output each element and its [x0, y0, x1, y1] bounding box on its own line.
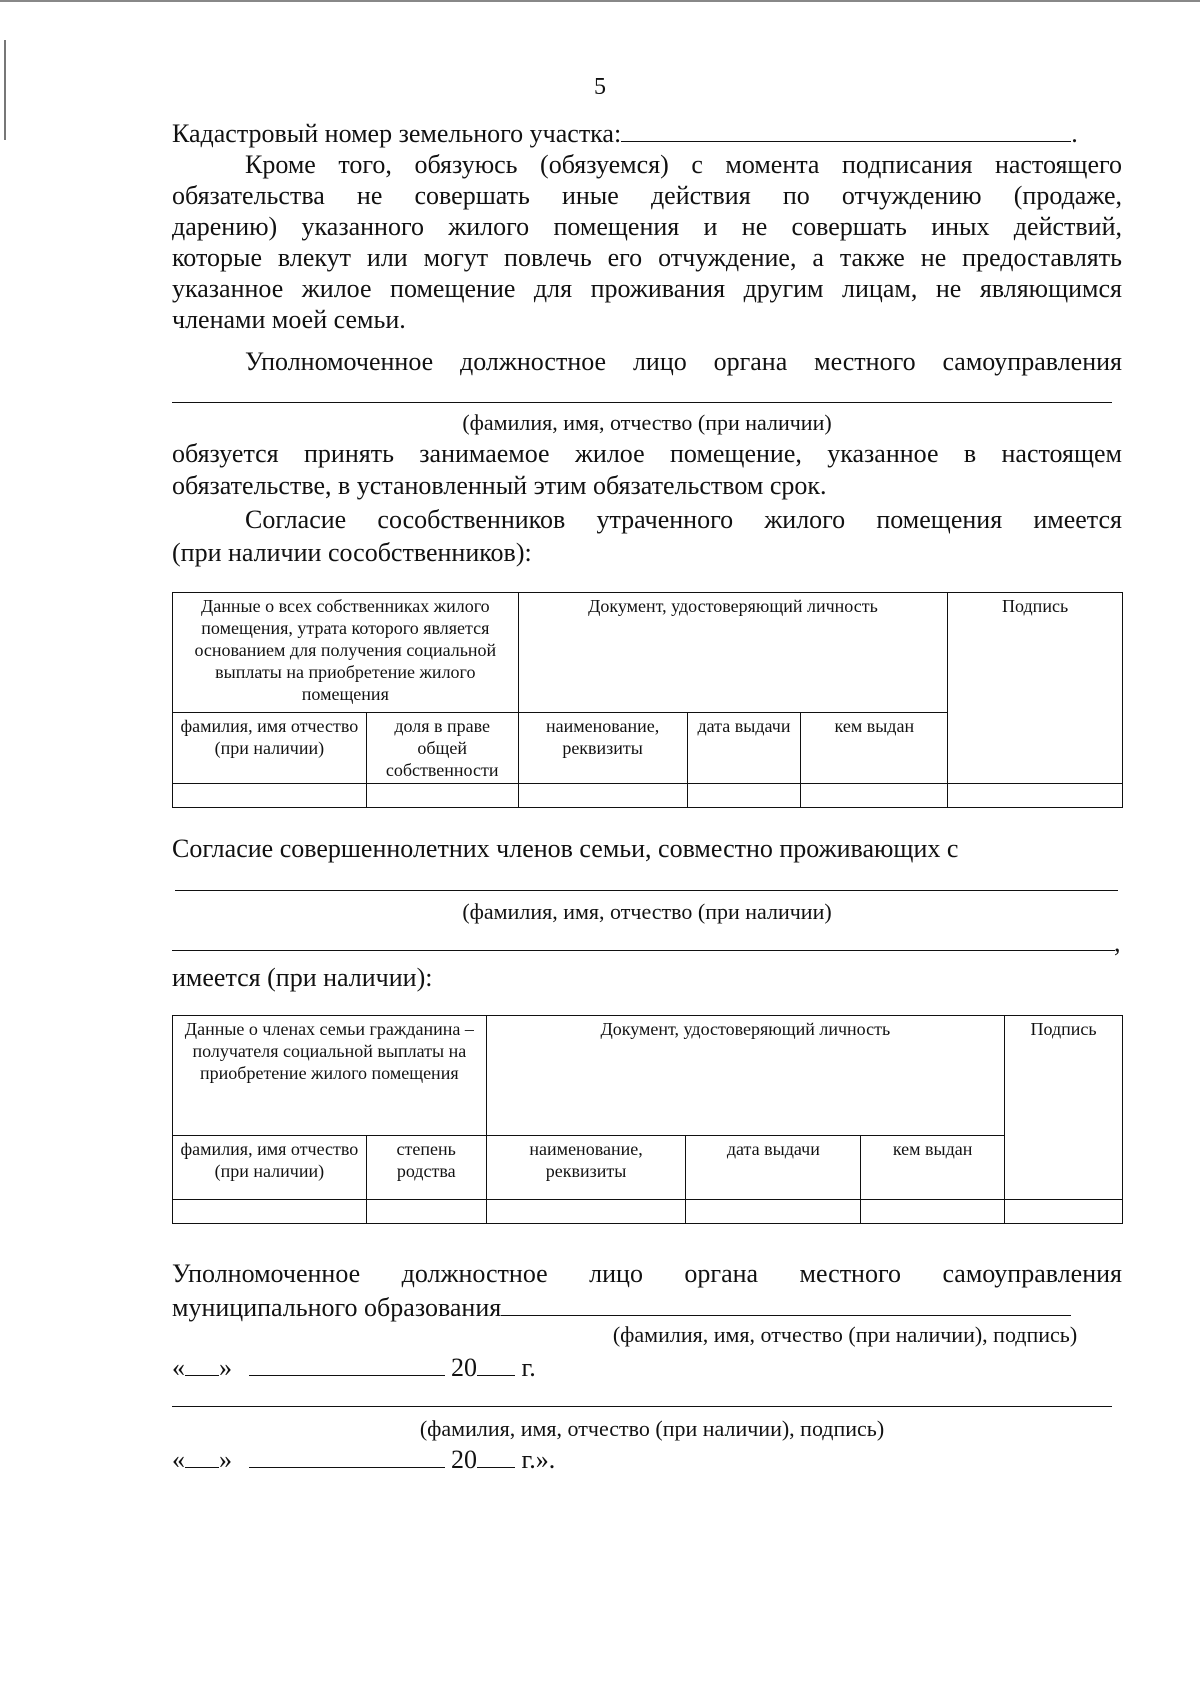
table-row — [173, 784, 1123, 808]
month-blank[interactable] — [249, 1355, 445, 1376]
cadastral-line — [172, 118, 1122, 149]
empty-cell[interactable] — [518, 784, 687, 808]
official-line-1: Уполномоченное должностное лицо органа местного самоуправления — [172, 1259, 1122, 1288]
month-blank[interactable] — [249, 1447, 445, 1468]
co-owners-table — [172, 592, 1123, 808]
quote-close: » — [219, 1353, 232, 1382]
year-blank[interactable] — [477, 1447, 515, 1468]
col-issue-date: дата выдачи — [687, 713, 801, 784]
day-blank[interactable] — [185, 1447, 219, 1468]
doc-header: Документ, удостоверяющий личность — [518, 593, 948, 713]
col-issuer-2: кем выдан — [861, 1136, 1005, 1200]
date-line-1 — [172, 1352, 1122, 1383]
col-fio: фамилия, имя отчество (при наличии) — [173, 713, 367, 784]
table-row — [173, 1200, 1123, 1224]
year-prefix: 20 — [451, 1353, 477, 1382]
para1-line-3: дарению) указанного жилого помещения и не совершать иных действий, — [172, 212, 1122, 241]
empty-cell[interactable] — [173, 1200, 367, 1224]
sign-caption: (фамилия, имя, отчество (при наличии), подпись) — [612, 1322, 1078, 1347]
comma: , — [1114, 928, 1121, 957]
second-sign-line — [172, 1406, 1112, 1407]
family-consent-line: Согласие совершеннолетних членов семьи, совместно проживающих с — [172, 834, 959, 863]
signature-header-2: Подпись — [1005, 1016, 1123, 1200]
year-suffix: г. — [521, 1353, 536, 1382]
col-relation: степень родства — [366, 1136, 486, 1200]
cadastral-end: . — [1071, 119, 1078, 148]
col-doc-name: наименование, реквизиты — [518, 713, 687, 784]
para2-line: Уполномоченное должностное лицо органа местного самоуправления — [245, 347, 1122, 376]
fio-caption-2: (фамилия, имя, отчество (при наличии) — [462, 899, 832, 924]
empty-cell[interactable] — [366, 1200, 486, 1224]
family-blank-line-2 — [172, 950, 1115, 951]
fio-caption: (фамилия, имя, отчество (при наличии) — [462, 410, 832, 435]
signature-header: Подпись — [948, 593, 1123, 784]
col-issue-date-2: дата выдачи — [686, 1136, 861, 1200]
day-blank[interactable] — [185, 1355, 219, 1376]
year-blank[interactable] — [477, 1355, 515, 1376]
empty-cell[interactable] — [486, 1200, 686, 1224]
col-share: доля в праве общей собственности — [366, 713, 518, 784]
empty-cell[interactable] — [1005, 1200, 1123, 1224]
col-fio-2: фамилия, имя отчество (при наличии) — [173, 1136, 367, 1200]
para1-line-6: членами моей семьи. — [172, 305, 406, 334]
quote-open: « — [172, 1353, 185, 1382]
date-line-2 — [172, 1444, 1122, 1475]
para1-line-2: обязательства не совершать иные действия по отчуждению (продаже, — [172, 181, 1122, 210]
official-name-blank[interactable] — [501, 1295, 1071, 1316]
para1-line-5: указанное жилое помещение для проживания другим лицам, не являющимся — [172, 274, 1122, 303]
quote-close: » — [219, 1445, 232, 1474]
exists-line: имеется (при наличии): — [172, 963, 433, 992]
scan-edge-top — [0, 0, 1200, 2]
official-line-2 — [172, 1292, 1122, 1323]
empty-cell[interactable] — [948, 784, 1123, 808]
doc-header-2: Документ, удостоверяющий личность — [486, 1016, 1004, 1136]
quote-open: « — [172, 1445, 185, 1474]
para1-line-4: которые влекут или могут повлечь его отчуждение, а также не предоставлять — [172, 243, 1122, 272]
para4-line-1: Согласие сособственников утраченного жилого помещения имеется — [245, 505, 1122, 534]
fio-blank-line — [172, 402, 1112, 403]
para4-line-2: (при наличии сособственников): — [172, 538, 532, 567]
empty-cell[interactable] — [861, 1200, 1005, 1224]
empty-cell[interactable] — [366, 784, 518, 808]
sign-caption-2: (фамилия, имя, отчество (при наличии), подпись) — [419, 1416, 885, 1441]
empty-cell[interactable] — [687, 784, 801, 808]
col-issuer: кем выдан — [801, 713, 948, 784]
para3-line-2: обязательстве, в установленный этим обязательством срок. — [172, 471, 827, 500]
family-header: Данные о членах семьи гражданина – получателя социальной выплаты на приобретение жилого помещения — [173, 1016, 487, 1136]
cadastral-label: Кадастровый номер земельного участка: — [172, 119, 622, 148]
empty-cell[interactable] — [801, 784, 948, 808]
family-blank-line-1 — [175, 890, 1118, 891]
official-line-2-text: муниципального образования — [172, 1293, 502, 1322]
para3-line-1: обязуется принять занимаемое жилое помещение, указанное в настоящем — [172, 439, 1122, 468]
empty-cell[interactable] — [686, 1200, 861, 1224]
col-doc-name-2: наименование, реквизиты — [486, 1136, 686, 1200]
para1-line-1: Кроме того, обязуюсь (обязуемся) с момента подписания настоящего — [245, 150, 1122, 179]
year-prefix: 20 — [451, 1445, 477, 1474]
page-number: 5 — [594, 74, 606, 100]
cadastral-blank — [621, 121, 1071, 142]
owners-header: Данные о всех собственниках жилого помещения, утрата которого является основанием для получения социальной выплаты на приобретение жилого помещения — [173, 593, 519, 713]
empty-cell[interactable] — [173, 784, 367, 808]
family-members-table — [172, 1015, 1123, 1224]
year-suffix: г.». — [521, 1445, 556, 1474]
